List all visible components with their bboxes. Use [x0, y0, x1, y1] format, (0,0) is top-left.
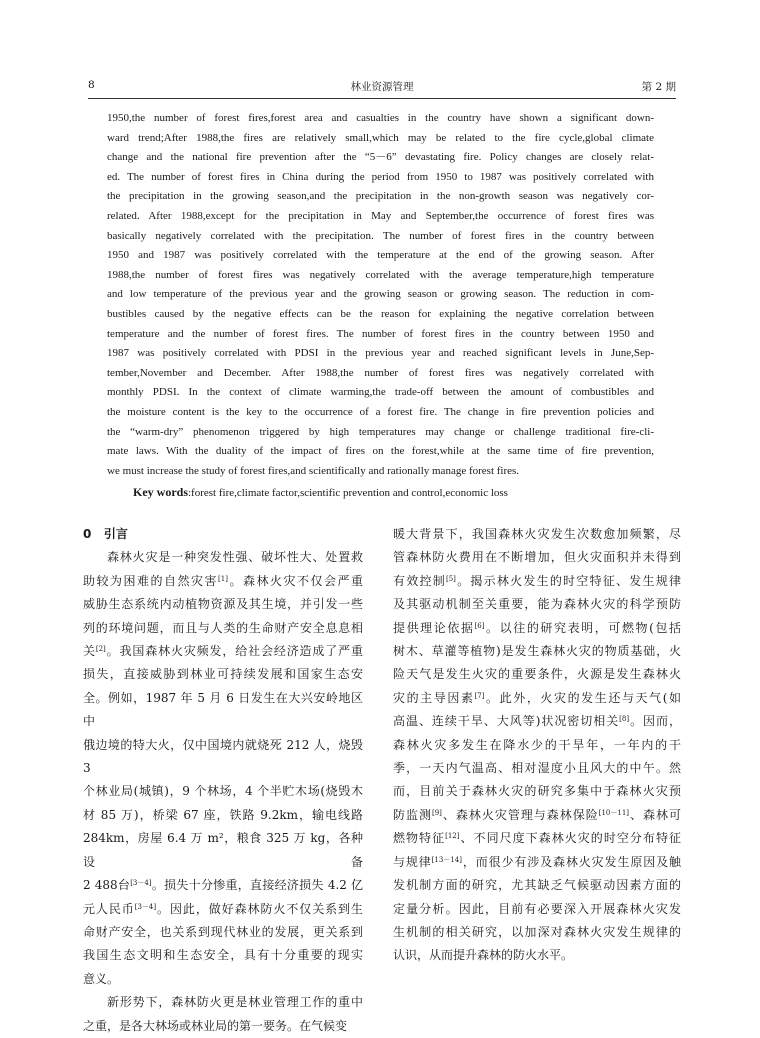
section-title: 引言 [103, 527, 128, 541]
body-line [83, 1015, 363, 1038]
abstract-line: 1987 was positively correlated with PDSI in the previous year and reached significant levels in June,Sep- [107, 347, 654, 360]
line-text: 燃物特征 [393, 831, 446, 846]
abstract-line: basically negatively correlated with the precipitation. The number of forest fires in the country between [107, 229, 654, 242]
citation-ref: [1] [218, 574, 228, 583]
line-text: 防监测 [393, 807, 432, 822]
line-text: 。揭示林火发生的时空特征、发生规律 [455, 573, 681, 588]
body-line [83, 898, 363, 921]
body-line [83, 593, 363, 616]
body-line [83, 921, 363, 944]
body-line [83, 991, 363, 1014]
body-line [83, 944, 363, 967]
body-line [83, 780, 363, 803]
keywords-label: Key words [133, 485, 188, 499]
citation-ref: [13－14] [431, 855, 462, 864]
abstract-line: monthly PDSI. In the context of climate warming,the trade-off between the amount of combustibles and [107, 386, 654, 399]
line-text: 列的环境问题，而且与人类的生命财产安全息息相 [83, 620, 363, 635]
body-column-right [393, 523, 681, 968]
citation-ref: [5] [445, 574, 456, 583]
abstract-line: change and the national fire prevention after the “5－6” devastating fire. Policy changes are closely relat- [107, 151, 654, 164]
line-text: 提供理论依据 [393, 620, 475, 635]
line-text: 季，一天内气温高、相对湿度小且风大的中午。然 [393, 761, 681, 776]
citation-ref: [8] [619, 715, 630, 724]
body-line [393, 804, 681, 827]
body-line [83, 546, 363, 569]
header-rule [88, 98, 676, 99]
line-text: 之重，是各大林场或林业局的第一要务。在气候变 [83, 1018, 348, 1033]
body-line [393, 523, 681, 546]
line-text: 险天气是发生火灾的重要条件，火源是发生森林火 [393, 667, 681, 682]
citation-ref: [3－4] [130, 879, 152, 888]
line-text: 命财产安全，也关系到现代林业的发展，更关系到 [83, 924, 363, 939]
line-text: 。以往的研究表明，可燃物(包括 [484, 620, 681, 635]
line-text: 暖大背景下，我国森林火灾发生次数愈加频繁，尽 [393, 527, 681, 541]
line-text: 个林业局(城镇)，9 个林场，4 个半贮木场(烧毁木 [83, 784, 363, 799]
column-left-text [83, 546, 363, 1038]
body-line [83, 804, 363, 827]
abstract-line: and low temperature of the previous year and the growing season or growing season. The reduction in com- [107, 288, 654, 301]
body-line [393, 593, 681, 616]
line-text: 关 [83, 644, 96, 659]
line-text: 威胁生态系统内动植物资源及其生境，并引发一些 [83, 597, 363, 612]
line-text: 、森林火灾管理与森林保险 [441, 807, 599, 822]
citation-ref: [12] [445, 832, 460, 841]
line-text: 。因而， [629, 714, 681, 729]
abstract-line: 1950 and 1987 was positively correlated with the temperature at the end of the growing season. After [107, 249, 654, 262]
line-text: 发机制方面的研究，尤其缺乏气候驱动因素方面的 [393, 878, 681, 893]
line-text: 管森林防火费用在不断增加，但火灾面积并未得到 [393, 550, 681, 565]
page-number: 8 [88, 79, 95, 91]
citation-ref: [10－11] [598, 808, 630, 817]
line-text: 树木、草灌等植物)是发生森林火灾的物质基础，火 [393, 644, 681, 659]
abstract-line: related. After 1988,except for the precipitation in May and September,the occurrence of forest fires was [107, 209, 654, 222]
line-text: 生机制的相关研究，以加深对森林火灾发生规律的 [393, 924, 681, 939]
keywords [133, 485, 673, 500]
body-line [83, 663, 363, 686]
keywords-text: :forest fire,climate factor,scientific prevention and control,economic loss [188, 487, 508, 499]
citation-ref: [6] [474, 621, 485, 630]
body-line [393, 734, 681, 757]
body-line [393, 851, 681, 874]
line-text: 材 85 万)，桥梁 67 座，铁路 9.2km，输电线路 [83, 807, 363, 822]
body-line [393, 687, 681, 710]
body-line [393, 710, 681, 733]
abstract-line: the moisture content is the key to the occurrence of a forest fire. The change in fire prevention policies and [107, 405, 654, 418]
body-line [393, 570, 681, 593]
section-heading [83, 523, 363, 546]
line-text: 森林火灾是一种突发性强、破坏性大、处置救 [107, 550, 363, 565]
body-line [83, 687, 363, 734]
line-text: 森林火灾多发生在降水少的干旱年，一年内的干 [393, 737, 681, 752]
line-text: 。损失十分惨重，直接经济损失 4.2 亿 [151, 878, 363, 893]
line-text: 损失，直接威胁到林业可持续发展和国家生态安 [83, 667, 363, 682]
line-text: 定量分析。因此，目前有必要深入开展森林火灾发 [393, 901, 681, 916]
body-line [393, 898, 681, 921]
line-text: 284km，房屋 6.4 万 m²，粮食 325 万 kg，各种设备 [83, 831, 363, 869]
body-line [393, 921, 681, 944]
body-line [83, 968, 363, 991]
abstract-line: bustibles caused by the negative effects can be the reason for explaining the negative correlation between [107, 307, 654, 320]
body-line [393, 944, 681, 967]
abstract-line: temperature and the number of forest fires. The number of forest fires in the country between 1950 and [107, 327, 654, 340]
abstract-line: the precipitation in the growing season,and the precipitation in the non-growth season was negatively cor- [107, 190, 654, 203]
line-text: 而，目前关于森林火灾的研究多集中于森林火灾预 [393, 784, 681, 799]
body-line [83, 617, 363, 640]
body-line [393, 640, 681, 663]
body-line [83, 874, 363, 897]
line-text: 元人民币 [83, 901, 135, 916]
line-text: 。因此，做好森林防火不仅关系到生 [156, 901, 363, 916]
line-text: 助较为困难的自然灾害 [83, 573, 219, 588]
abstract-line: ward trend;After 1988,the fires are relatively small,which may be related to the fire cycle,global climate [107, 131, 654, 144]
body-line [393, 780, 681, 803]
line-text: 认识，从而提升森林的防火水平。 [393, 948, 574, 963]
line-text: 2 488台 [83, 878, 131, 893]
abstract-line: we must increase the study of forest fires,and scientifically and rationally manage forest fires. [107, 464, 520, 477]
line-text: 全。例如，1987 年 5 月 6 日发生在大兴安岭地区中 [83, 690, 363, 729]
body-line [83, 570, 363, 593]
line-text: 、森林可 [629, 807, 681, 822]
citation-ref: [9] [431, 808, 442, 817]
body-line [393, 757, 681, 780]
abstract-line: mate laws. With the duality of the impact of fires on the forest,while at the same time of fire prevention, [107, 445, 654, 458]
body-line [393, 617, 681, 640]
line-text: 。森林火灾不仅会严重 [227, 573, 363, 588]
body-line [393, 827, 681, 850]
body-line [393, 546, 681, 569]
body-line [393, 874, 681, 897]
line-text: 高温、连续干旱、大风等)状况密切相关 [393, 714, 620, 729]
abstract-line: tember,November and December. After 1988,the number of forest fires was negatively correlated with [107, 366, 654, 379]
line-text: 有效控制 [393, 573, 446, 588]
running-header [88, 79, 676, 97]
body-line [83, 827, 363, 874]
line-text: 与规律 [393, 854, 432, 869]
body-line [83, 734, 363, 781]
abstract-line: 1950,the number of forest fires,forest area and casualties in the country have shown a significant down- [107, 112, 654, 124]
line-text: 意义。 [83, 971, 120, 986]
english-abstract [107, 109, 654, 481]
line-text: ，而很少有涉及森林火灾发生原因及触 [461, 854, 681, 869]
line-text: 、不同尺度下森林火灾的时空分布特征 [459, 831, 681, 846]
body-line [393, 663, 681, 686]
line-text: 。此外，火灾的发生还与天气(如 [484, 690, 681, 705]
line-text: 。我国森林火灾频发，给社会经济造成了严重 [105, 644, 363, 659]
line-text: 俄边境的特大火，仅中国境内就烧死 212 人，烧毁 3 [83, 737, 363, 776]
body-line [83, 640, 363, 663]
line-text: 新形势下，森林防火更是林业管理工作的重中 [107, 995, 363, 1010]
abstract-line: 1988,the number of forest fires was negatively correlated with the average temperature,high temperature [107, 268, 654, 281]
citation-ref: [7] [474, 691, 485, 700]
journal-title: 林业资源管理 [350, 81, 414, 93]
line-text: 灾的主导因素 [393, 690, 475, 705]
issue-number: 第 2 期 [641, 81, 676, 93]
body-column-left [83, 523, 363, 1038]
abstract-line: the “warm-dry” phenomenon triggered by high temperatures may change or challenge traditional fire-cli- [107, 425, 654, 438]
citation-ref: [3－4] [134, 902, 157, 911]
line-text: 及其驱动机制至关重要，能为森林火灾的科学预防 [393, 597, 681, 612]
citation-ref: [2] [95, 645, 106, 654]
section-number: 0 [83, 527, 92, 541]
abstract-line: ed. The number of forest fires in China during the period from 1950 to 1987 was positively correlated with [107, 170, 654, 183]
line-text: 我国生态文明和生态安全，具有十分重要的现实 [83, 948, 363, 963]
